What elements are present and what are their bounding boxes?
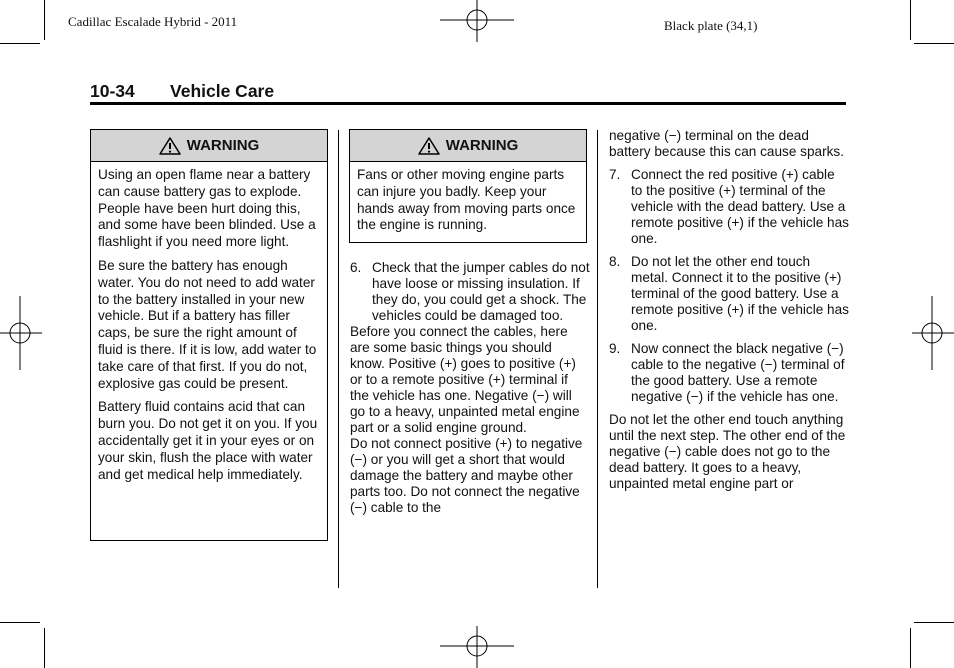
warning-triangle-icon <box>159 137 181 155</box>
registration-mark-top <box>440 0 514 44</box>
step-9 <box>609 341 849 405</box>
registration-mark-right <box>912 296 954 370</box>
warning-paragraph: Be sure the battery has enough water. You do not need to add water to the battery installed in your new vehicle. But if a battery has filler caps, be sure the right amount of fluid is there. If it is low, add water to take care of that first. If you do not, explosive gas could be present. <box>98 257 317 391</box>
crop-mark <box>914 622 954 623</box>
warning-paragraph: Using an open flame near a battery can cause battery gas to explode. People have been hurt doing this, and some have been blinded. Use a flashlight if you need more light. <box>98 167 316 250</box>
step-number: 7. <box>609 167 621 182</box>
crop-mark <box>44 628 45 668</box>
plate-right-text: Black plate (34,1) <box>664 18 758 33</box>
step-9-note: Do not let the other end touch anything until the next step. The other end of the negative (−) cable does not go to the dead battery. It goes to a heavy, unpainted metal engine part or <box>609 412 846 491</box>
step-text: Check that the jumper cables do not have loose or missing insulation. If they do, you could get a shock. The vehicles could be damaged too. <box>372 260 590 323</box>
step-6-note: Before you connect the cables, here are some basic things you should know. Positive (+) goes to positive (+) or to a remote positive (+) terminal if the vehicle has one. Negative (−) will go to a heavy, unpainted metal engine part or a solid engine ground. <box>350 324 580 435</box>
crop-mark <box>910 628 911 668</box>
step-text: Do not let the other end touch metal. Connect it to the positive (+) terminal of the good battery. Use a remote positive (+) if the vehicle has one. <box>631 254 849 333</box>
plate-left-text: Cadillac Escalade Hybrid - 2011 <box>68 14 238 29</box>
section-title: Vehicle Care <box>170 81 275 101</box>
warning-heading: WARNING <box>445 137 519 154</box>
registration-mark-left <box>0 296 42 370</box>
crop-mark <box>910 0 911 40</box>
middle-column <box>350 260 590 516</box>
step-number: 9. <box>609 341 621 356</box>
step-number: 8. <box>609 254 621 269</box>
step-text: Now connect the black negative (−) cable to the negative (−) terminal of the good battery. Use a remote negative (−) if the vehicle has one. <box>631 341 845 404</box>
crop-mark <box>44 0 45 40</box>
header-rule <box>90 102 846 105</box>
step-6-note: Do not connect positive (+) to negative (−) or you will get a short that would damage the battery and maybe other parts too. Do not connect the negative (−) cable to the <box>350 436 583 515</box>
step-8 <box>609 254 849 334</box>
warning-triangle-icon <box>418 137 440 155</box>
step-6-continuation: negative (−) terminal on the dead battery because this can cause sparks. <box>609 128 844 159</box>
right-column <box>609 128 849 492</box>
warning-box-fans <box>349 129 587 243</box>
registration-mark-bottom <box>440 626 514 668</box>
warning-paragraph: Fans or other moving engine parts can injure you badly. Keep your hands away from moving parts once the engine is running. <box>357 167 576 233</box>
crop-mark <box>914 43 954 44</box>
column-divider <box>597 130 598 588</box>
warning-paragraph: Battery fluid contains acid that can burn you. Do not get it on you. If you accidentally get it in your eyes or on your skin, flush the place with water and get medical help immediately. <box>98 399 318 482</box>
crop-mark <box>0 43 40 44</box>
crop-mark <box>0 622 40 623</box>
warning-box-battery <box>90 129 328 541</box>
step-text: Connect the red positive (+) cable to the positive (+) terminal of the vehicle with the dead battery. Use a remote positive (+) if the vehicle has one. <box>631 167 849 246</box>
warning-heading: WARNING <box>186 137 260 154</box>
page-number: 10-34 <box>90 81 135 101</box>
warning-body <box>91 162 327 483</box>
step-number: 6. <box>350 260 362 275</box>
warning-body <box>350 162 586 234</box>
column-divider <box>338 130 339 588</box>
step-7 <box>609 167 849 247</box>
warning-header <box>91 130 327 162</box>
step-6 <box>350 260 590 324</box>
warning-header <box>350 130 586 162</box>
